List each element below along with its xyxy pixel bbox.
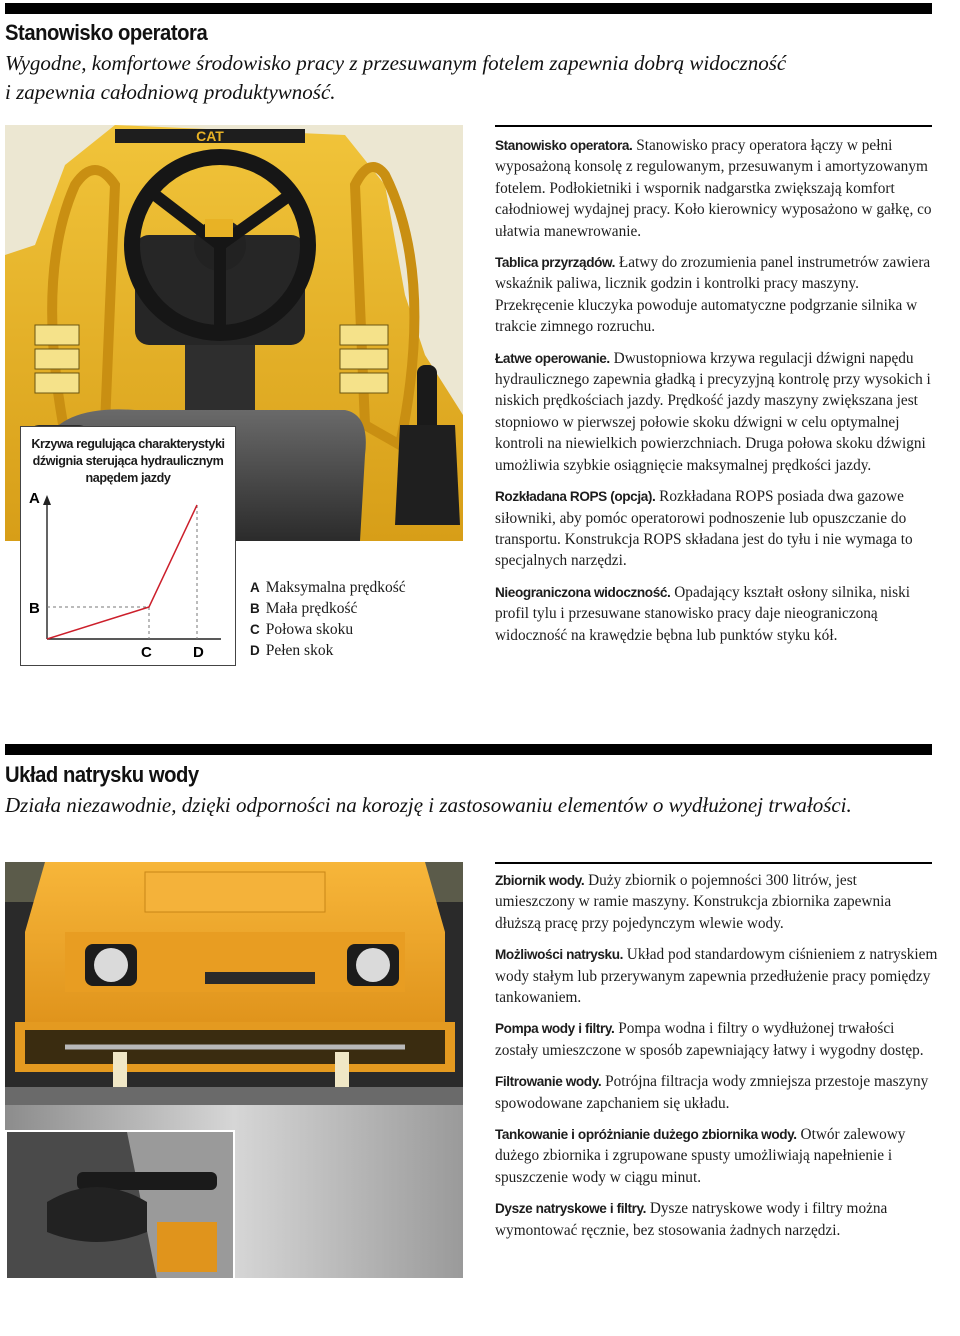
paragraph-instrument-panel <box>495 252 940 338</box>
chart-x-tick-d: D <box>193 644 204 661</box>
section1-subtitle-line2: i zapewnia całodniową produktywność. <box>5 80 336 104</box>
chart-y-axis-arrow <box>43 495 51 505</box>
text-instrument-panel: Łatwy do zrozumienia panel instrumetrów zawiera wskaźnik paliwa, licznik godzin i kontrolki pracy maszyny. Przekręcenie kluczyka powoduje automatyczne podgrzanie silnika w trakcie zimnego rozruchu. <box>495 254 931 336</box>
legend-label-c: Połowa skoku <box>265 621 354 638</box>
section1-text-column <box>495 135 940 656</box>
legend-key-a: A <box>250 580 260 595</box>
paragraph-visibility <box>495 582 940 646</box>
text-visibility: Opadający kształt osłony silnika, niski profil tylu i przesuwane stanowisko pracy daje nieograniczoną widoczność na krawędzie bębna lub punktów styku kół. <box>495 583 911 644</box>
legend-key-b: B <box>250 601 260 616</box>
section1-subtitle-line1: Wygodne, komfortowe środowisko pracy z przesuwanym fotelem zapewnia dobrą widoczność <box>5 51 787 75</box>
legend-label-d: Pełen skok <box>265 642 334 659</box>
lead-spray-options: Możliwości natrysku. <box>495 947 623 963</box>
text-tank-fill-drain: Otwór zalewowy dużego zbiornika i zgrupowane spusty umożliwiają napełnienie i spuszczenie wody w ciągu minut. <box>495 1126 906 1186</box>
legend-key-c: C <box>250 622 260 637</box>
section2-column-rule <box>495 862 932 864</box>
legend-key-d: D <box>250 643 260 658</box>
legend-item-c <box>250 619 406 640</box>
lead-rops: Rozkładana ROPS (opcja). <box>495 489 656 505</box>
chart-y-tick-b: B <box>29 600 40 617</box>
chart-title: Krzywa regulująca charakterystyki dźwignia sterująca hydraulicznym napędem jazdy <box>31 437 225 485</box>
paragraph-spray-options <box>495 944 940 1008</box>
paragraph-water-tank <box>495 870 940 934</box>
text-easy-operation: Dwustopniowa krzywa regulacji dźwigni napędu hydraulicznego zapewnia gładką i precyzyjną kontrolę przy wysokich i niskich prędkościach jazdy. Prędkość jazdy maszyny zwiększana jest stopniowo w pierwszej połowie skoku dźwigni w celu optymalnej kontroli na niewielkich powierzchniach. Druga połowa skoku dźwigni umożliwia szybkie osiągnięcie maksymalnej prędkości jazdy. <box>495 349 931 474</box>
paragraph-tank-fill-drain <box>495 1124 940 1188</box>
section1-column-rule <box>495 125 932 127</box>
paragraph-pump-filters <box>495 1018 940 1061</box>
text-pump-filters: Pompa wodna i filtry o wydłużonej trwałości zostały umieszczone w sposób zapewniający łatwy i wygodny dostęp. <box>495 1020 924 1059</box>
legend-label-a: Maksymalna prędkość <box>265 579 406 596</box>
paragraph-nozzles-filters <box>495 1198 940 1241</box>
lead-operator-station: Stanowisko operatora. <box>495 138 633 153</box>
lead-visibility: Nieograniczona widoczność. <box>495 584 671 600</box>
spray-nozzle-inset-photo <box>5 1130 235 1278</box>
paragraph-water-filtration <box>495 1071 940 1114</box>
section2-title: Układ natrysku wody <box>5 762 199 787</box>
text-rops: Rozkładana ROPS posiada dwa gazowe siłowniki, aby pomóc operatorowi podnoszenie lub opuszczanie do transportu. Konstrukcja ROPS składana jest do tyłu i nie wymaga to specjalnych narzędzi. <box>495 488 913 570</box>
paragraph-operator-station <box>495 135 940 242</box>
lead-tank-fill-drain: Tankowanie i opróżnianie dużego zbiornika wody. <box>495 1127 797 1143</box>
cat-logo-text: CAT <box>196 128 224 144</box>
lead-nozzles-filters: Dysze natryskowe i filtry. <box>495 1201 647 1217</box>
section2-top-rule <box>5 744 932 755</box>
legend-item-a <box>250 577 406 598</box>
spray-nozzle-illustration <box>7 1132 233 1278</box>
section2-subtitle: Działa niezawodnie, dzięki odporności na korozję i zastosowaniu elementów o wydłużonej trwałości. <box>5 793 852 817</box>
lead-easy-operation: Łatwe operowanie. <box>495 350 610 366</box>
control-curve-chart <box>20 426 236 666</box>
lead-pump-filters: Pompa wody i filtry. <box>495 1021 615 1037</box>
chart-x-tick-c: C <box>141 644 152 661</box>
lead-instrument-panel: Tablica przyrządów. <box>495 255 616 271</box>
legend-item-b <box>250 598 406 619</box>
chart-series-line <box>47 505 197 639</box>
paragraph-rops <box>495 486 940 572</box>
paragraph-easy-operation <box>495 348 940 476</box>
chart-plot <box>21 427 235 665</box>
text-nozzles-filters: Dysze natryskowe wody i filtry można wymontować ręcznie, bez stosowania żadnych narzędzi. <box>495 1200 888 1239</box>
section1-title: Stanowisko operatora <box>5 20 208 45</box>
section2-text-column <box>495 870 940 1251</box>
lead-water-tank: Zbiornik wody. <box>495 873 585 888</box>
text-spray-options: Układ pod standardowym ciśnieniem z natryskiem wody stałym lub przerywanym zapewnia przedłużenie pracy pomiędzy tankowaniem. <box>495 946 938 1007</box>
water-spray-photo <box>5 862 463 1278</box>
section1-top-rule <box>5 3 932 14</box>
chart-y-tick-a: A <box>29 490 40 507</box>
legend-label-b: Mała prędkość <box>265 600 358 617</box>
lead-water-filtration: Filtrowanie wody. <box>495 1074 602 1090</box>
legend-item-d <box>250 640 406 661</box>
text-operator-station: Stanowisko pracy operatora łączy w pełni wyposażoną konsolę z regulowanym, przesuwanym i amortyzowanym fotelem. Podłokietniki i wspornik nadgarstka zwiększają komfort całodniowej wydajnej pracy. Koło kierownicy wyposażono w gałkę, co ułatwia manewrowanie. <box>495 137 932 240</box>
text-water-tank: Duży zbiornik o pojemności 300 litrów, jest umieszczony w ramie maszyny. Konstrukcja zbiornika zapewnia dłuższą pracę przy pojedynczym wlewie wody. <box>495 872 892 932</box>
text-water-filtration: Potrójna filtracja wody zmniejsza przestoje maszyny spowodowane zapchaniem się układu. <box>495 1073 929 1112</box>
chart-legend <box>250 577 406 661</box>
